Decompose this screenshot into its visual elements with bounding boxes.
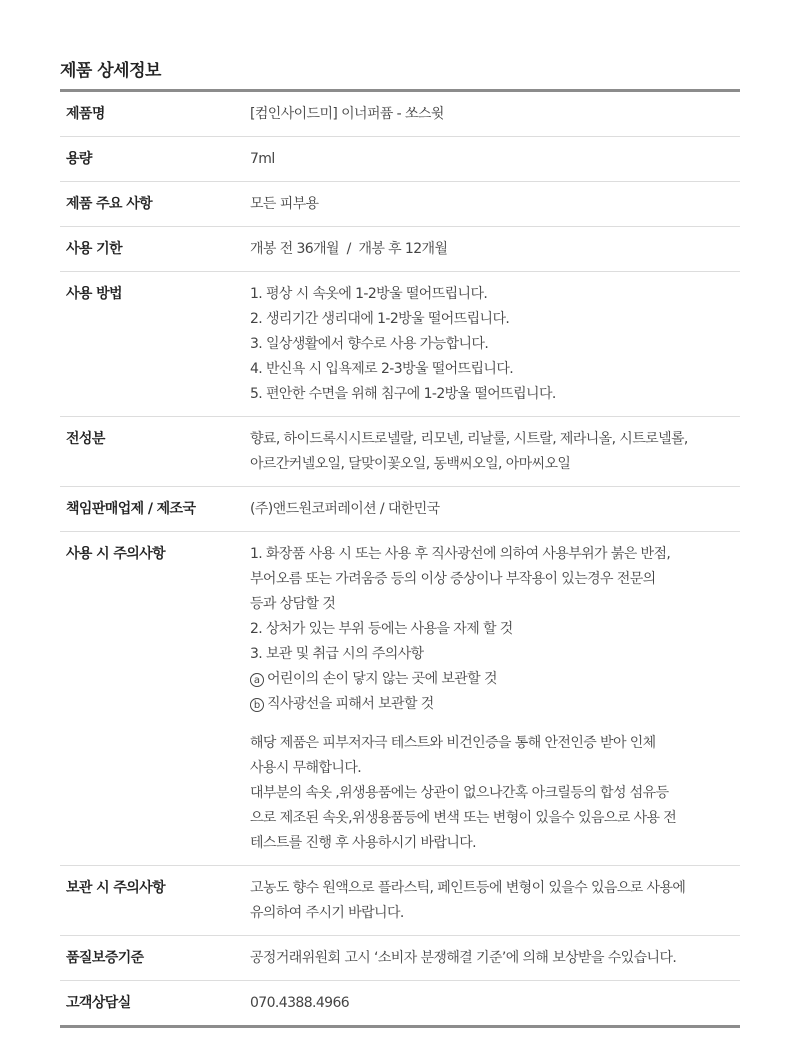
spec-value-line: 공정거래위원회 고시 ‘소비자 분쟁해결 기준’에 의해 보상받을 수있습니다. [250,950,677,966]
spec-row-main-info [60,182,740,227]
spec-sub-item-text: 직사광선을 피해서 보관할 것 [267,696,434,712]
spec-value-line: 아르간커넬오일, 달맞이꽃오일, 동백씨오일, 아마씨오일 [250,456,571,472]
spec-label: 보관 시 주의사항 [66,880,166,896]
paragraph-gap [250,717,740,731]
product-detail-section [60,0,740,1028]
spec-value-line: 1. 화장품 사용 시 또는 사용 후 직사광선에 의하여 사용부위가 붉은 반점, [250,546,671,562]
spec-row-customer-service [60,981,740,1025]
spec-row-ingredients [60,417,740,487]
spec-label: 사용 기한 [66,241,122,257]
circled-letter-b: b [250,698,264,712]
spec-row-storage-caution [60,866,740,936]
spec-label: 책임판매업제 / 제조국 [66,501,196,517]
spec-notice-line: 으로 제조된 속옷,위생용품등에 변색 또는 변형이 있을수 있음으로 사용 전 [250,810,677,826]
spec-value-line: 2. 생리기간 생리대에 1-2방울 떨어뜨립니다. [250,311,510,327]
spec-value-line: 모든 피부용 [250,196,319,212]
spec-label: 사용 방법 [66,286,122,302]
spec-value-line: (주)앤드원코퍼레이션 / 대한민국 [250,501,440,517]
spec-value-line: 3. 보관 및 취급 시의 주의사항 [250,646,424,662]
spec-label: 제품 주요 사항 [66,196,153,212]
section-title: 제품 상세정보 [60,61,161,81]
spec-value [250,876,740,926]
spec-value [250,946,740,971]
spec-label: 전성분 [66,431,105,447]
spec-row-manufacturer [60,487,740,532]
spec-value-line: 등과 상담할 것 [250,596,336,612]
spec-row-volume [60,137,740,182]
customer-service-phone: 070.4388.4966 [250,995,350,1011]
spec-row-quality-guarantee [60,936,740,981]
spec-value-line: 5. 편안한 수면을 위해 침구에 1-2방울 떨어뜨립니다. [250,386,556,402]
spec-notice-line: 사용시 무해합니다. [250,760,362,776]
spec-sub-item-text: 어린이의 손이 닿지 않는 곳에 보관할 것 [267,671,497,687]
spec-value [250,427,740,477]
spec-label: 사용 시 주의사항 [66,546,166,562]
spec-row-product-name [60,92,740,137]
spec-label: 용량 [66,151,92,167]
spec-sub-item [250,692,740,717]
spec-value-line: 향료, 하이드록시시트로넬랄, 리모넨, 리날룰, 시트랄, 제라니올, 시트로넬롤, [250,431,688,447]
spec-value-line: 3. 일상생활에서 향수로 사용 가능합니다. [250,336,489,352]
spec-value [250,237,740,262]
spec-value [250,282,740,407]
spec-value-line: [컴인사이드미] 이너퍼퓸 - 쏘스윗 [250,106,444,122]
spec-notice-line: 해당 제품은 피부저자극 테스트와 비건인증을 통해 안전인증 받아 인체 [250,735,656,751]
spec-value-line: 고농도 향수 원액으로 플라스틱, 페인트등에 변형이 있을수 있음으로 사용에 [250,880,686,896]
spec-notice-line: 테스트를 진행 후 사용하시기 바랍니다. [250,835,477,851]
spec-row-expiry [60,227,740,272]
spec-row-usage-caution [60,532,740,866]
spec-value-line: 4. 반신욕 시 입욕제로 2-3방울 떨어뜨립니다. [250,361,514,377]
spec-label: 품질보증기준 [66,950,144,966]
spec-sub-item [250,667,740,692]
spec-value [250,542,740,856]
spec-value [250,102,740,127]
spec-label: 제품명 [66,106,105,122]
circled-letter-a: a [250,673,264,687]
spec-notice-line: 대부분의 속옷 ,위생용품에는 상관이 없으나간혹 아크릴등의 합성 섬유등 [250,785,669,801]
spec-value [250,497,740,522]
spec-value-line: 2. 상처가 있는 부위 등에는 사용을 자제 할 것 [250,621,513,637]
spec-value-line: 부어오름 또는 가려움증 등의 이상 증상이나 부작용이 있는경우 전문의 [250,571,656,587]
spec-value-line: 7ml [250,151,275,167]
spec-value [250,991,740,1016]
spec-value [250,192,740,217]
spec-value [250,147,740,172]
spec-value-line: 1. 평상 시 속옷에 1-2방울 떨어뜨립니다. [250,286,488,302]
spec-value-line: 유의하여 주시기 바랍니다. [250,905,404,921]
spec-value-line: 개봉 전 36개월 / 개봉 후 12개월 [250,241,448,257]
spec-label: 고객상담실 [66,995,131,1011]
spec-table [60,89,740,1028]
spec-row-usage [60,272,740,417]
